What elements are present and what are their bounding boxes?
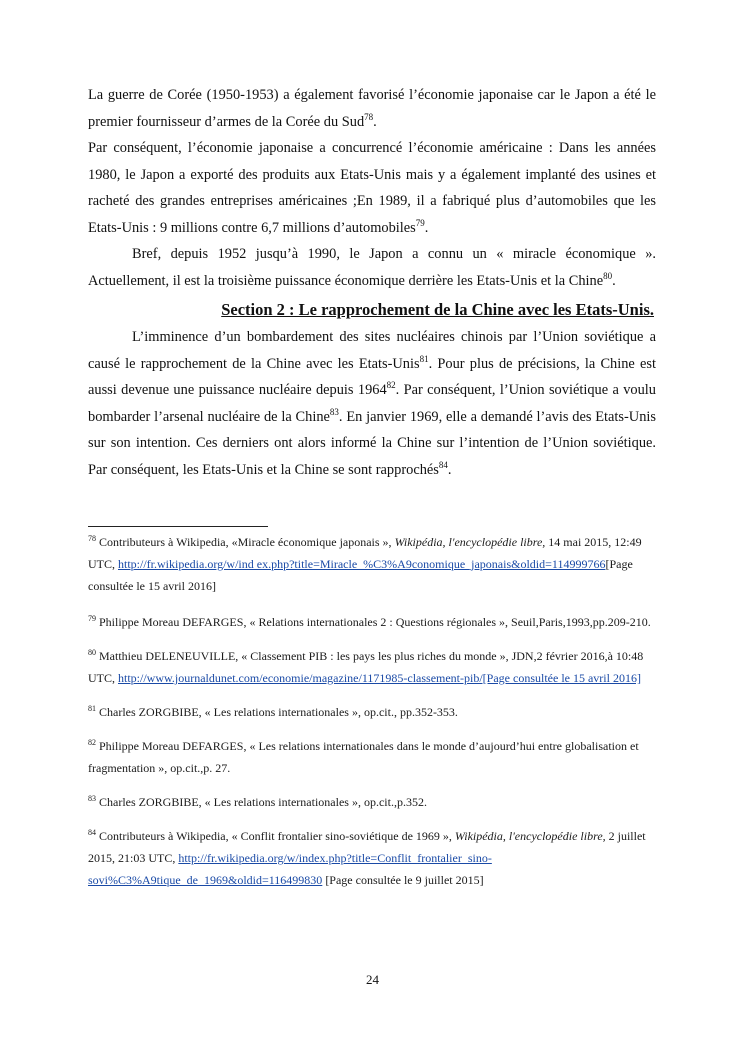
paragraph-korea: La guerre de Corée (1950-1953) a également favorisé l’économie japonaise car le Japon a été le premier fournisseur d’armes de la Corée du Sud$^{78}$.	[88, 87, 656, 130]
footnote-ref-80[interactable]: 80	[603, 270, 613, 281]
footnote-81: $^{81}$ Charles ZORGBIBE, « Les relations internationales », op.cit., pp.352-353.	[88, 704, 458, 719]
footnote-84: $^{84}$ Contributeurs à Wikipedia, « Conflit frontalier sino-soviétique de 1969 », Wikipédia, l'encyclopédie libre, 2 juillet 2015, 21:03 UTC, http://fr.wikipedia.org/w/index.php?title=Conflit_frontalier_sino-sovi%C3%A9tique_de_1969&oldid=116499830 [Page consultée le 9 juillet 2015]	[88, 828, 646, 887]
footnote-ref-83[interactable]: 83	[329, 406, 339, 417]
footnote-ref-78[interactable]: 78	[364, 111, 374, 122]
paragraph-miracle: Bref, depuis 1952 jusqu’à 1990, le Japon a connu un « miracle économique ». Actuellement, il est la troisième puissance économique derrière les Etats-Unis et la Chine$^{80}$.	[88, 246, 656, 289]
footnote-78-link[interactable]: http://fr.wikipedia.org/w/ind ex.php?title=Miracle_%C3%A9conomique_japonais&oldid=114999766	[118, 557, 606, 571]
paragraph-competition: Par conséquent, l’économie japonaise a concurrencé l’économie américaine : Dans les années 1980, le Japon a exporté des produits aux Etats-Unis mais y a également implanté des usines et racheté des grandes entreprises américaines ;En 1989, il a fabriqué plus d’automobiles que les Etats-Unis : 9 millions contre 6,7 millions d’automobiles$^{79}$.	[88, 140, 656, 236]
footnote-ref-84[interactable]: 84	[438, 459, 448, 470]
page-number: 24	[366, 972, 379, 987]
main-text	[88, 82, 656, 483]
footnote-80-link[interactable]: http://www.journaldunet.com/economie/magazine/1171985-classement-pib/[Page consultée le 15 avril 2016]	[118, 671, 641, 685]
footnote-ref-82[interactable]: 82	[386, 380, 396, 391]
footnote-80: $^{80}$ Matthieu DELENEUVILLE, « Classement PIB : les pays les plus riches du monde », JDN,2 février 2016,à 10:48 UTC, http://www.journaldunet.com/economie/magazine/1171985-classement-pib/[Page consultée le 15 avril 2016]	[88, 648, 644, 685]
footnotes	[88, 531, 656, 891]
footnote-ref-81[interactable]: 81	[419, 353, 429, 364]
footnote-82: $^{82}$ Philippe Moreau DEFARGES, « Les relations internationales dans le monde d’aujourd’hui entre globalisation et fragmentation », op.cit.,p. 27.	[88, 738, 639, 775]
footnote-84-link[interactable]: http://fr.wikipedia.org/w/index.php?title=Conflit_frontalier_sino-sovi%C3%A9tique_de_1969&oldid=116499830	[88, 851, 492, 887]
section-title: Section 2 : Le rapprochement de la Chine avec les Etats-Unis.	[221, 300, 654, 319]
footnote-separator	[88, 526, 268, 527]
footnote-78: $^{78}$ Contributeurs à Wikipedia, «Miracle économique japonais », Wikipédia, l'encyclopédie libre, 14 mai 2015, 12:49 UTC, http://fr.wikipedia.org/w/ind ex.php?title=Miracle_%C3%A9conomique_japonais&oldid=114999766[Page consultée le 15 avril 2016]	[88, 534, 642, 593]
footnote-79: $^{79}$ Philippe Moreau DEFARGES, « Relations internationales 2 : Questions régionales », Seuil,Paris,1993,pp.209-210.	[88, 614, 651, 629]
footnote-83: $^{83}$ Charles ZORGBIBE, « Les relations internationales », op.cit.,p.352.	[88, 794, 427, 809]
footnote-ref-79[interactable]: 79	[415, 217, 425, 228]
paragraph-rapprochement: L’imminence d’un bombardement des sites nucléaires chinois par l’Union soviétique a causé le rapprochement de la Chine avec les Etats-Unis$^{81}$. Pour plus de précisions, la Chine est aussi devenue une puissance nucléaire depuis 1964$^{82}$. Par conséquent, l’Union soviétique a voulu bombarder l’arsenal nucléaire de la Chine$^{83}$. En janvier 1969, elle a demandé l’avis des Etats-Unis sur son intention. Ces derniers ont alors informé la Chine sur l’intention de l’Union soviétique. Par conséquent, les Etats-Unis et la Chine se sont rapprochés$^{84}$.	[88, 329, 656, 478]
